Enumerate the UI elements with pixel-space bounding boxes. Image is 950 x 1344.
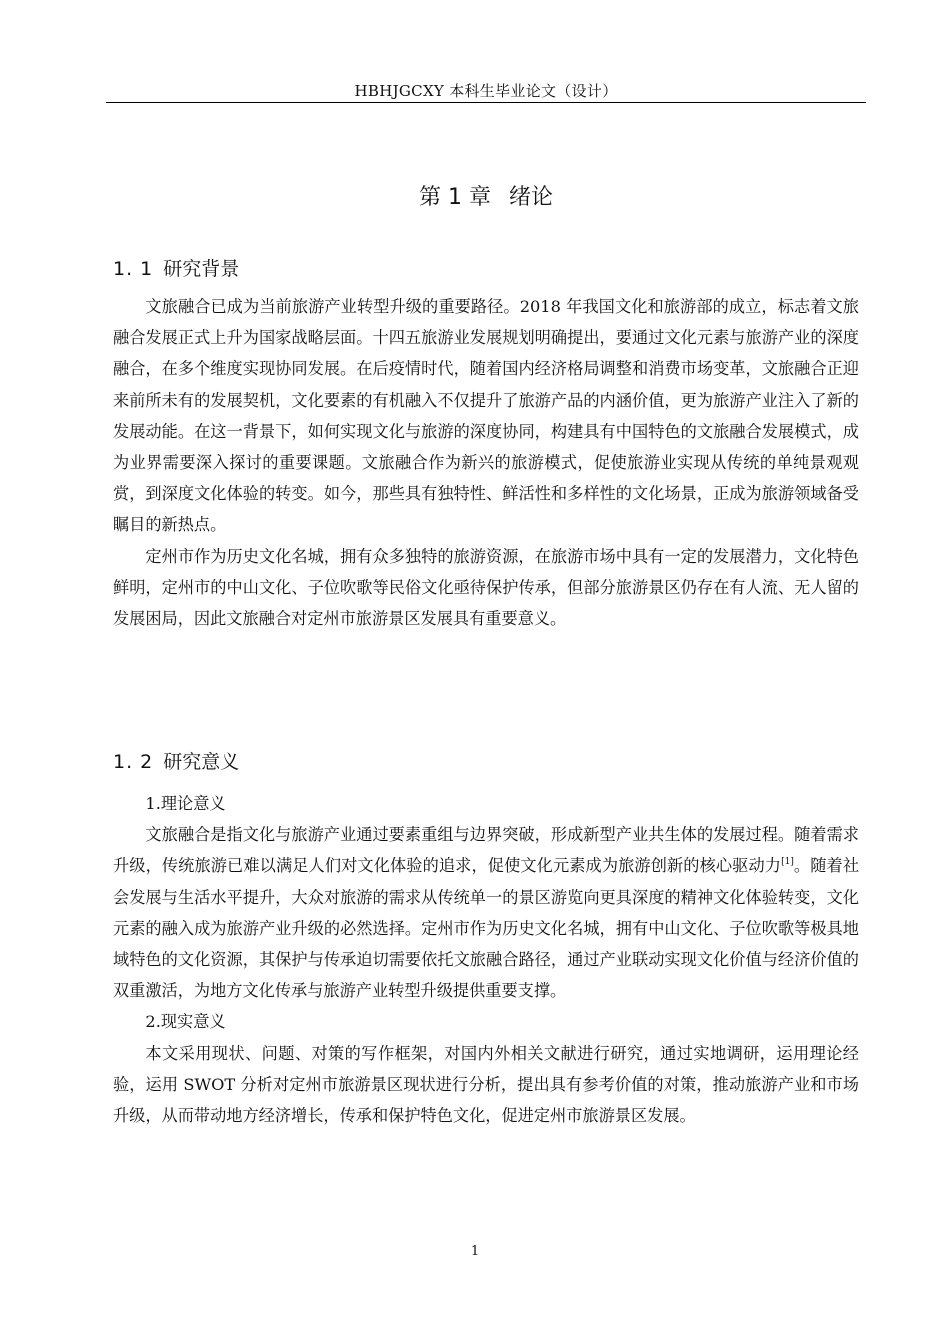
paragraph-theory [113, 819, 859, 1006]
subheading-theory: 1.理论意义 [145, 794, 226, 813]
section-title: 研究背景 [163, 258, 240, 280]
section-heading-background [113, 254, 239, 281]
chapter-number: 第 1 章 [419, 185, 491, 210]
section-number: 1. 1 [113, 258, 154, 280]
section-body-significance [113, 788, 859, 1131]
section-number: 1. 2 [113, 751, 154, 773]
subheading-practice: 2.现实意义 [145, 1012, 226, 1032]
running-header: HBHJGCXY 本科生毕业论文（设计） [354, 82, 618, 100]
section-title: 研究意义 [163, 751, 240, 773]
paragraph-practice: 本文采用现状、问题、对策的写作框架，对国内外相关文献进行研究，通过实地调研，运用理论经验，运用 SWOT 分析对定州市旅游景区现状进行分析，提出具有参考价值的对策，推动旅游产业和市场升级，从而带动地方经济增长，传承和保护特色文化，促进定州市旅游景区发展。 [113, 1043, 859, 1126]
citation-ref[interactable]: [1] [781, 857, 794, 868]
page-number: 1 [470, 1244, 480, 1259]
header-rule [106, 102, 866, 103]
paragraph-text: 。随着社会发展与生活水平提升，大众对旅游的需求从传统单一的景区游览向更具深度的精神文化体验转变，文化元素的融入成为旅游产业升级的必然选择。定州市作为历史文化名城，拥有中山文化、子位吹歌等极具地域特色的文化资源，其保护与传承迫切需要依托文旅融合路径，通过产业联动实现文化价值与经济价值的双重激活，为地方文化传承与旅游产业转型升级提供重要支撑。 [113, 856, 860, 1001]
paragraph: 定州市作为历史文化名城，拥有众多独特的旅游资源，在旅游市场中具有一定的发展潜力，文化特色鲜明，定州市的中山文化、子位吹歌等民俗文化亟待保护传承，但部分旅游景区仍存在有人流、无人留的发展困局，因此文旅融合对定州市旅游景区发展具有重要意义。 [113, 546, 859, 629]
chapter-title [106, 180, 866, 211]
chapter-name: 绪论 [508, 185, 553, 210]
section-heading-significance [113, 747, 239, 774]
section-body-background [113, 291, 859, 634]
paragraph: 文旅融合已成为当前旅游产业转型升级的重要路径。2018 年我国文化和旅游部的成立，标志着文旅融合发展正式上升为国家战略层面。十四五旅游业发展规划明确提出，要通过文化元素与旅游产业的深度融合，在多个维度实现协同发展。在后疫情时代，随着国内经济格局调整和消费市场变革，文旅融合正迎来前所未有的发展契机，文化要素的有机融入不仅提升了旅游产品的内涵价值，更为旅游产业注入了新的发展动能。在这一背景下，如何实现文化与旅游的深度协同，构建具有中国特色的文旅融合发展模式，成为业界需要深入探讨的重要课题。文旅融合作为新兴的旅游模式，促使旅游业实现从传统的单纯景观观赏，到深度文化体验的转变。如今，那些具有独特性、鲜活性和多样性的文化场景，正成为旅游领域备受瞩目的新热点。 [113, 297, 859, 535]
paragraph-text: 文旅融合是指文化与旅游产业通过要素重组与边界突破，形成新型产业共生体的发展过程。随着需求升级，传统旅游已难以满足人们对文化体验的追求，促使文化元素成为旅游创新的核心驱动力 [113, 825, 859, 876]
